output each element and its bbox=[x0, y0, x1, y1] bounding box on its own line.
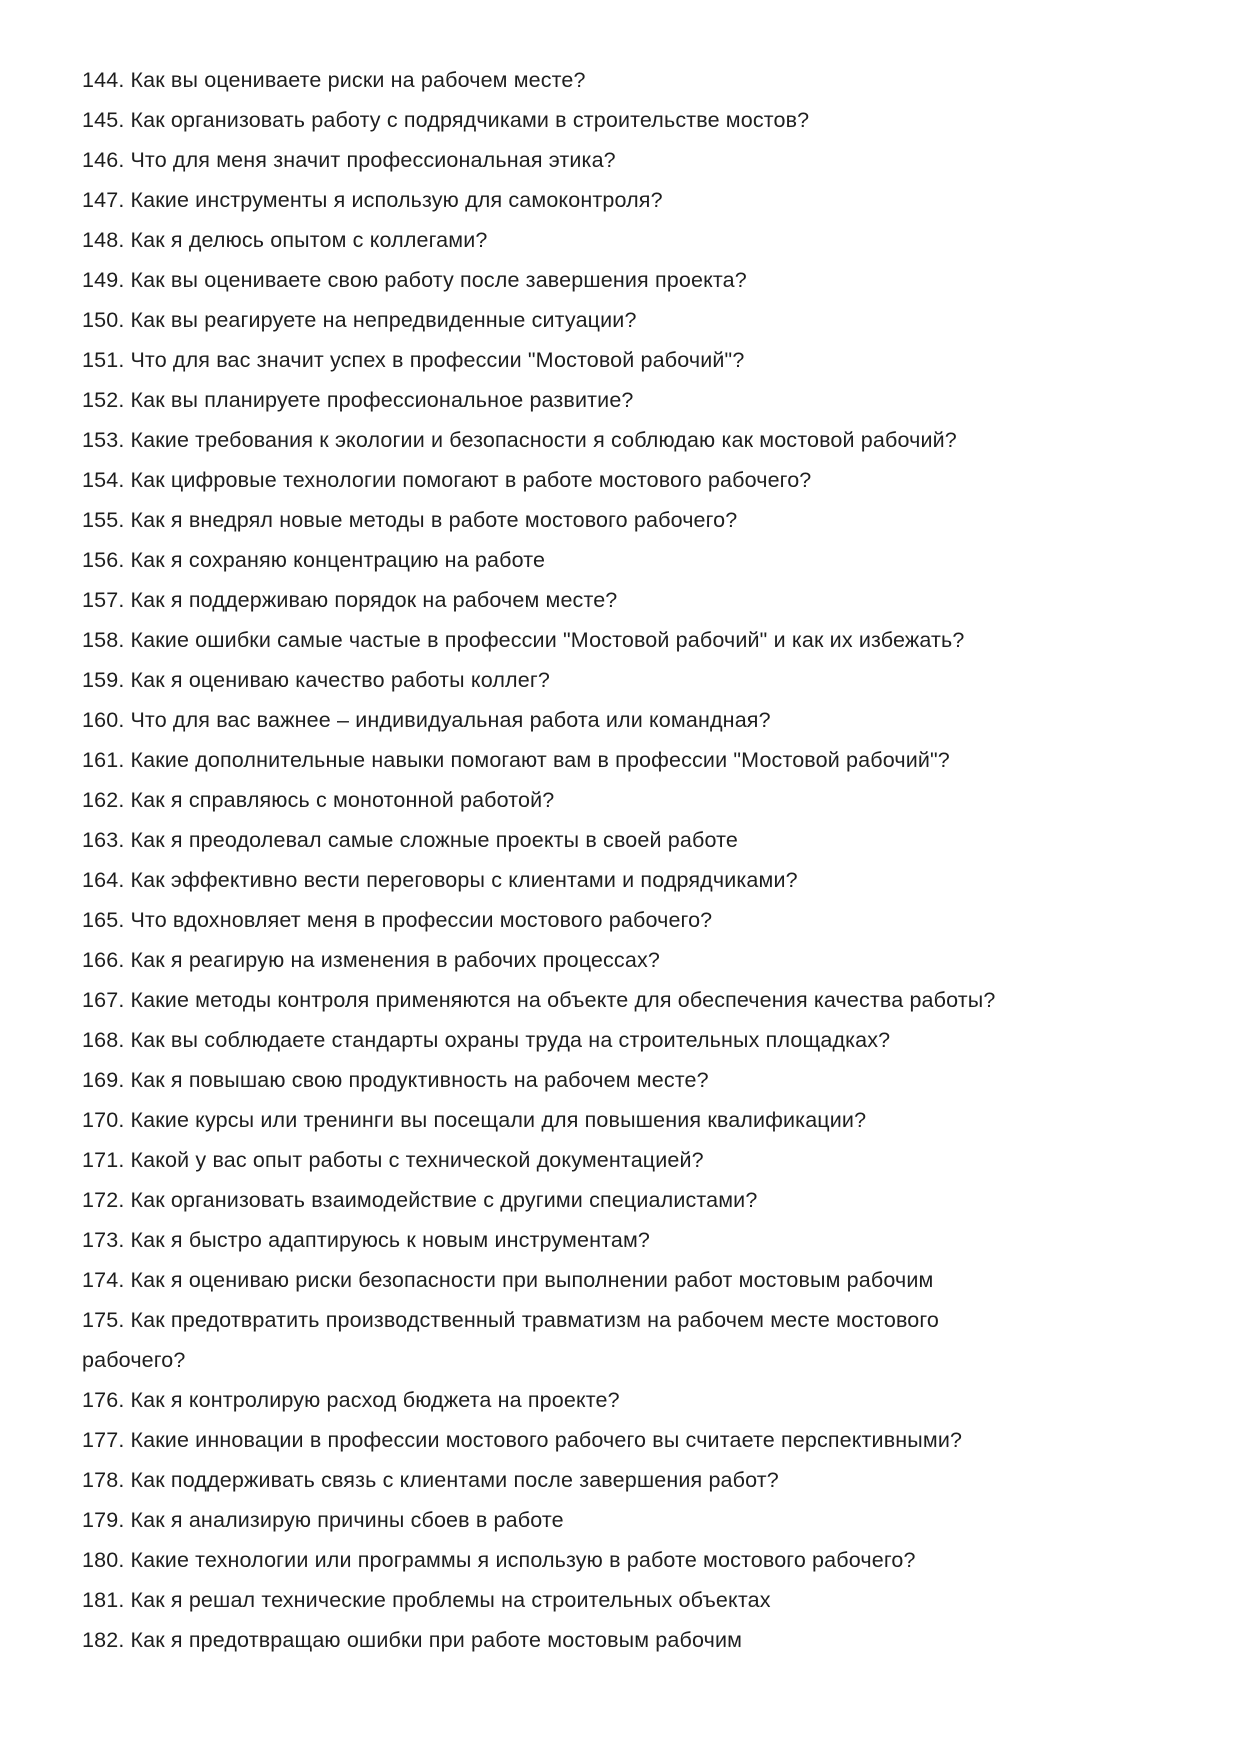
item-number: 161. bbox=[82, 748, 125, 772]
list-item bbox=[82, 180, 1182, 220]
item-text: Как предотвратить производственный травматизм на рабочем месте мостового bbox=[130, 1308, 940, 1332]
item-text-continuation: рабочего? bbox=[82, 1348, 186, 1372]
item-number: 174. bbox=[82, 1268, 125, 1292]
item-text: Что для вас важнее – индивидуальная работа или командная? bbox=[130, 708, 771, 732]
list-item bbox=[82, 260, 1182, 300]
list-item bbox=[82, 500, 1182, 540]
item-text: Как я анализирую причины сбоев в работе bbox=[130, 1508, 564, 1532]
item-text: Что вдохновляет меня в профессии мостового рабочего? bbox=[130, 908, 713, 932]
item-number: 146. bbox=[82, 148, 125, 172]
item-text: Как я предотвращаю ошибки при работе мостовым рабочим bbox=[130, 1628, 743, 1652]
item-text: Как эффективно вести переговоры с клиентами и подрядчиками? bbox=[130, 868, 798, 892]
item-text: Какие дополнительные навыки помогают вам в профессии "Мостовой рабочий"? bbox=[130, 748, 950, 772]
item-number: 170. bbox=[82, 1108, 125, 1132]
list-item bbox=[82, 100, 1182, 140]
item-text: Как я оцениваю риски безопасности при выполнении работ мостовым рабочим bbox=[130, 1268, 934, 1292]
item-number: 145. bbox=[82, 108, 125, 132]
list-item bbox=[82, 1460, 1182, 1500]
list-item bbox=[82, 820, 1182, 860]
item-number: 167. bbox=[82, 988, 125, 1012]
item-text: Как я повышаю свою продуктивность на рабочем месте? bbox=[130, 1068, 709, 1092]
item-number: 166. bbox=[82, 948, 125, 972]
item-text: Какие инновации в профессии мостового рабочего вы считаете перспективными? bbox=[130, 1428, 963, 1452]
question-list bbox=[82, 60, 1182, 1660]
item-number: 181. bbox=[82, 1588, 125, 1612]
item-number: 155. bbox=[82, 508, 125, 532]
item-text: Как вы оцениваете свою работу после завершения проекта? bbox=[130, 268, 747, 292]
item-number: 168. bbox=[82, 1028, 125, 1052]
item-text: Как я быстро адаптируюсь к новым инструментам? bbox=[130, 1228, 651, 1252]
item-text: Как я оцениваю качество работы коллег? bbox=[130, 668, 550, 692]
item-number: 163. bbox=[82, 828, 125, 852]
item-text: Как организовать работу с подрядчиками в строительстве мостов? bbox=[130, 108, 810, 132]
item-number: 173. bbox=[82, 1228, 125, 1252]
list-item bbox=[82, 620, 1182, 660]
item-text: Как я решал технические проблемы на строительных объектах bbox=[130, 1588, 771, 1612]
list-item bbox=[82, 860, 1182, 900]
list-item bbox=[82, 1620, 1182, 1660]
item-text: Как цифровые технологии помогают в работе мостового рабочего? bbox=[130, 468, 812, 492]
item-text: Как я внедрял новые методы в работе мостового рабочего? bbox=[130, 508, 738, 532]
item-text: Какие технологии или программы я использую в работе мостового рабочего? bbox=[130, 1548, 916, 1572]
item-number: 165. bbox=[82, 908, 125, 932]
list-item bbox=[82, 380, 1182, 420]
item-number: 180. bbox=[82, 1548, 125, 1572]
item-text: Как я поддерживаю порядок на рабочем месте? bbox=[130, 588, 618, 612]
list-item bbox=[82, 1100, 1182, 1140]
item-number: 171. bbox=[82, 1148, 125, 1172]
item-text: Как я преодолевал самые сложные проекты в своей работе bbox=[130, 828, 738, 852]
item-text: Как вы соблюдаете стандарты охраны труда на строительных площадках? bbox=[130, 1028, 891, 1052]
item-number: 157. bbox=[82, 588, 125, 612]
list-item bbox=[82, 980, 1182, 1020]
item-text: Как я сохраняю концентрацию на работе bbox=[130, 548, 546, 572]
list-item bbox=[82, 140, 1182, 180]
item-number: 162. bbox=[82, 788, 125, 812]
list-item bbox=[82, 1380, 1182, 1420]
item-number: 150. bbox=[82, 308, 125, 332]
list-item bbox=[82, 1180, 1182, 1220]
list-item bbox=[82, 340, 1182, 380]
item-text: Какие ошибки самые частые в профессии "Мостовой рабочий" и как их избежать? bbox=[130, 628, 965, 652]
list-item bbox=[82, 1300, 1182, 1340]
list-item bbox=[82, 1580, 1182, 1620]
list-item bbox=[82, 300, 1182, 340]
item-number: 164. bbox=[82, 868, 125, 892]
item-text: Как поддерживать связь с клиентами после завершения работ? bbox=[130, 1468, 779, 1492]
list-item bbox=[82, 1500, 1182, 1540]
item-number: 177. bbox=[82, 1428, 125, 1452]
item-number: 149. bbox=[82, 268, 125, 292]
item-number: 169. bbox=[82, 1068, 125, 1092]
list-item bbox=[82, 900, 1182, 940]
list-item bbox=[82, 580, 1182, 620]
list-item bbox=[82, 60, 1182, 100]
list-item bbox=[82, 1420, 1182, 1460]
list-item bbox=[82, 780, 1182, 820]
list-item bbox=[82, 460, 1182, 500]
item-text: Как я контролирую расход бюджета на проекте? bbox=[130, 1388, 620, 1412]
item-number: 148. bbox=[82, 228, 125, 252]
item-number: 176. bbox=[82, 1388, 125, 1412]
list-item bbox=[82, 1020, 1182, 1060]
list-item bbox=[82, 420, 1182, 460]
item-text: Как вы реагируете на непредвиденные ситуации? bbox=[130, 308, 637, 332]
list-item bbox=[82, 220, 1182, 260]
item-number: 182. bbox=[82, 1628, 125, 1652]
item-number: 144. bbox=[82, 68, 125, 92]
item-text: Как я делюсь опытом с коллегами? bbox=[130, 228, 488, 252]
list-item bbox=[82, 700, 1182, 740]
list-item bbox=[82, 1260, 1182, 1300]
item-text: Как я справляюсь с монотонной работой? bbox=[130, 788, 555, 812]
item-text: Что для вас значит успех в профессии "Мостовой рабочий"? bbox=[130, 348, 745, 372]
list-item bbox=[82, 740, 1182, 780]
list-item bbox=[82, 940, 1182, 980]
item-number: 175. bbox=[82, 1308, 125, 1332]
item-number: 156. bbox=[82, 548, 125, 572]
list-item bbox=[82, 1540, 1182, 1580]
item-number: 147. bbox=[82, 188, 125, 212]
item-text: Какие методы контроля применяются на объекте для обеспечения качества работы? bbox=[130, 988, 996, 1012]
item-text: Как я реагирую на изменения в рабочих процессах? bbox=[130, 948, 660, 972]
item-number: 153. bbox=[82, 428, 125, 452]
item-text: Как организовать взаимодействие с другими специалистами? bbox=[130, 1188, 758, 1212]
list-item bbox=[82, 1060, 1182, 1100]
item-text: Какие инструменты я использую для самоконтроля? bbox=[130, 188, 663, 212]
item-number: 152. bbox=[82, 388, 125, 412]
list-item bbox=[82, 660, 1182, 700]
item-number: 151. bbox=[82, 348, 125, 372]
list-item bbox=[82, 1140, 1182, 1180]
list-item bbox=[82, 1220, 1182, 1260]
item-number: 179. bbox=[82, 1508, 125, 1532]
item-text: Какие требования к экологии и безопасности я соблюдаю как мостовой рабочий? bbox=[130, 428, 957, 452]
item-number: 159. bbox=[82, 668, 125, 692]
item-number: 158. bbox=[82, 628, 125, 652]
item-text: Что для меня значит профессиональная этика? bbox=[130, 148, 616, 172]
item-text: Какие курсы или тренинги вы посещали для повышения квалификации? bbox=[130, 1108, 867, 1132]
list-item bbox=[82, 540, 1182, 580]
item-number: 160. bbox=[82, 708, 125, 732]
item-text: Как вы оцениваете риски на рабочем месте? bbox=[130, 68, 586, 92]
item-number: 178. bbox=[82, 1468, 125, 1492]
item-number: 154. bbox=[82, 468, 125, 492]
item-text: Как вы планируете профессиональное развитие? bbox=[130, 388, 634, 412]
item-text: Какой у вас опыт работы с технической документацией? bbox=[130, 1148, 704, 1172]
item-number: 172. bbox=[82, 1188, 125, 1212]
